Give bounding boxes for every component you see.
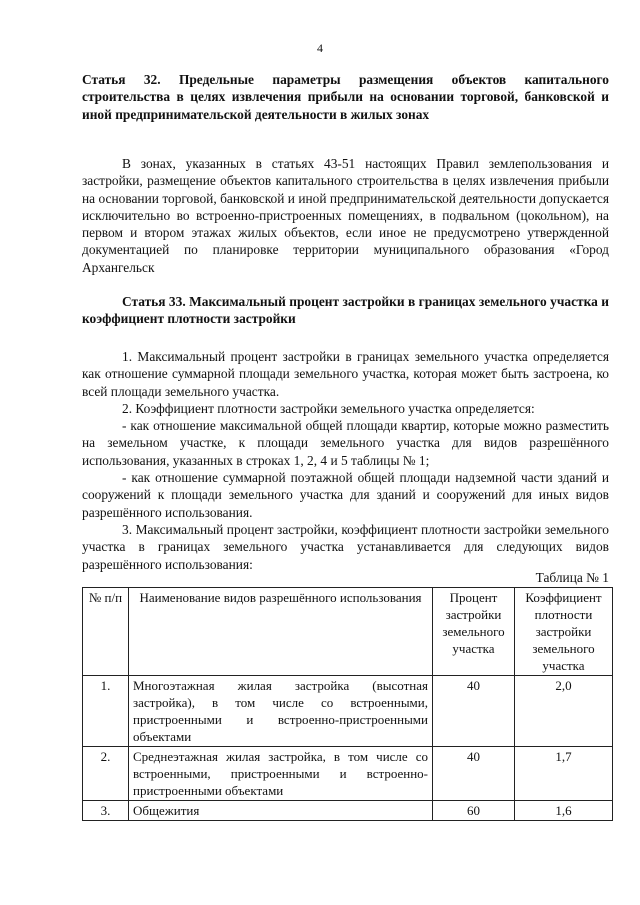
article-33-paragraph-3: - как отношение максимальной общей площади квартир, которые можно разместить на земельном участке, к площади земельного участка для видов разрешённого использования, указанных в строках 1, 2, 4 и 5 таблицы № 1; [82,418,609,468]
table-row [83,801,613,821]
page-number: 4 [317,41,323,55]
article-33-paragraph-5: 3. Максимальный процент застройки, коэффициент плотности застройки земельного участка в границах земельного участка устанавливается для следующих видов разрешённого использования: [82,522,609,572]
table-row [83,676,613,747]
article-33-paragraph-4: - как отношение суммарной поэтажной общей площади надземной части зданий и сооружений к площади земельного участка для зданий и сооружений для иных видов разрешённого использования. [82,470,609,520]
article-32-text: В зонах, указанных в статьях 43-51 настоящих Правил землепользования и застройки, размещение объектов капитального строительства в целях извлечения прибыли на основании торговой, банковской и иной предпринимательской деятельности допускается исключительно во встроенно-пристроенных помещениях, в подвальном (цокольном), на первом и втором этажах жилых объектов, если иное не предусмотрено утвержденной документацией по планировке территории муниципального образования «Город Архангельск [82,156,609,275]
article-33-paragraph-1: 1. Максимальный процент застройки в границах земельного участка определяется как отношение суммарной площади земельного участка, которая может быть застроена, ко всей площади земельного участка. [82,349,609,399]
table-row [83,747,613,801]
row-name: Общежития [129,801,433,821]
article-33-heading: Статья 33. Максимальный процент застройки в границах земельного участка и коэффициент плотности застройки [82,294,609,327]
table-header-row [83,588,613,676]
header-name: Наименование видов разрешённого использования [129,588,433,676]
parameters-table [82,587,613,821]
article-32-heading: Статья 32. Предельные параметры размещения объектов капитального строительства в целях извлечения прибыли на основании торговой, банковской и иной предпринимательской деятельности в жилых зонах [82,72,609,122]
row-number: 2. [83,747,129,801]
row-name: Среднеэтажная жилая застройка, в том числе со встроенными, пристроенными и встроенно-пристроенными объектами [129,747,433,801]
header-percent: Процент застройки земельного участка [433,588,515,676]
row-number: 1. [83,676,129,747]
header-coefficient: Коэффициент плотности застройки земельного участка [515,588,613,676]
row-coefficient: 2,0 [515,676,613,747]
row-coefficient: 1,6 [515,801,613,821]
row-percent: 40 [433,676,515,747]
row-percent: 40 [433,747,515,801]
table-caption: Таблица № 1 [535,570,609,585]
row-number: 3. [83,801,129,821]
row-coefficient: 1,7 [515,747,613,801]
article-33-paragraph-2: 2. Коэффициент плотности застройки земельного участка определяется: [122,401,535,416]
row-name: Многоэтажная жилая застройка (высотная застройка), в том числе со встроенными, пристроенными и встроенно-пристроенными объектами [129,676,433,747]
header-number: № п/п [83,588,129,676]
row-percent: 60 [433,801,515,821]
